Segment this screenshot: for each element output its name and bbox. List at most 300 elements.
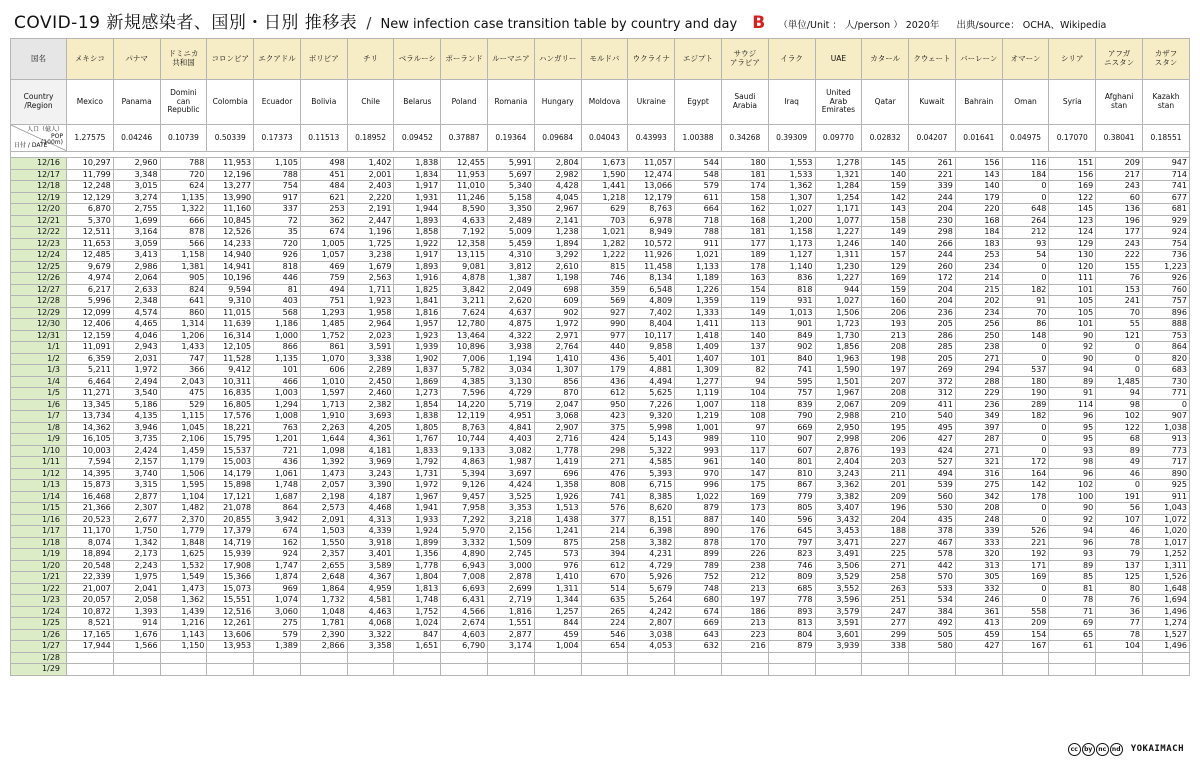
table-row xyxy=(11,227,1190,239)
value-cell: 0 xyxy=(1002,422,1049,434)
value-cell: 196 xyxy=(862,503,909,515)
value-cell: 5,186 xyxy=(113,399,160,411)
value-cell: 2,876 xyxy=(815,445,862,457)
value-cell: 4,046 xyxy=(113,330,160,342)
country-en-name: Domini can Republic xyxy=(160,80,207,125)
value-cell: 1,222 xyxy=(581,250,628,262)
value-cell: 3,082 xyxy=(488,445,535,457)
value-cell: 1,526 xyxy=(1142,572,1189,584)
value-cell: 1,179 xyxy=(160,457,207,469)
value-cell: 5,625 xyxy=(628,388,675,400)
value-cell: 990 xyxy=(581,319,628,331)
country-jp-name: UAE xyxy=(815,39,862,80)
title-japanese: COVID-19 新規感染者、国別・日別 推移表 xyxy=(14,13,358,33)
value-cell: 1,274 xyxy=(1142,618,1189,630)
value-cell: 337 xyxy=(254,204,301,216)
value-cell: 92 xyxy=(1049,514,1096,526)
value-cell: 17,379 xyxy=(207,526,254,538)
value-cell: 905 xyxy=(160,273,207,285)
value-cell: 2,764 xyxy=(534,342,581,354)
country-jp-name: エクアドル xyxy=(254,39,301,80)
value-cell: 976 xyxy=(534,560,581,572)
value-cell: 788 xyxy=(675,227,722,239)
value-cell: 316 xyxy=(955,468,1002,480)
value-cell xyxy=(909,652,956,664)
value-cell: 205 xyxy=(909,353,956,365)
value-cell: 4,322 xyxy=(488,330,535,342)
value-cell: 78 xyxy=(1096,537,1143,549)
value-cell: 0 xyxy=(1002,583,1049,595)
value-cell: 931 xyxy=(768,296,815,308)
value-cell: 258 xyxy=(862,572,909,584)
value-cell: 5,697 xyxy=(488,169,535,181)
value-cell: 105 xyxy=(1049,296,1096,308)
value-cell: 1,223 xyxy=(1142,261,1189,273)
value-cell: 6,715 xyxy=(628,480,675,492)
value-cell: 6,870 xyxy=(67,204,114,216)
value-cell: 1,238 xyxy=(534,227,581,239)
value-cell: 3,938 xyxy=(488,342,535,354)
cc-by-icon: by xyxy=(1082,743,1095,756)
value-cell: 80 xyxy=(1096,583,1143,595)
value-cell: 1,000 xyxy=(254,330,301,342)
value-cell xyxy=(909,664,956,676)
value-cell: 7,596 xyxy=(441,388,488,400)
value-cell: 674 xyxy=(675,606,722,618)
value-cell: 5,991 xyxy=(488,158,535,170)
value-cell: 1,356 xyxy=(394,549,441,561)
value-cell: 0 xyxy=(1002,445,1049,457)
value-cell: 238 xyxy=(721,560,768,572)
value-cell: 635 xyxy=(581,595,628,607)
value-cell: 2,807 xyxy=(628,618,675,630)
table-row xyxy=(11,457,1190,469)
value-cell: 217 xyxy=(1096,169,1143,181)
value-cell: 1,135 xyxy=(160,192,207,204)
value-cell: 847 xyxy=(394,629,441,641)
table-row xyxy=(11,192,1190,204)
value-cell: 236 xyxy=(955,399,1002,411)
population-value: 0.01641 xyxy=(955,125,1002,152)
table-row xyxy=(11,434,1190,446)
date-cell: 12/17 xyxy=(11,169,67,181)
value-cell: 14,719 xyxy=(207,537,254,549)
value-cell: 13,953 xyxy=(207,641,254,653)
value-cell: 427 xyxy=(909,434,956,446)
value-cell: 4,809 xyxy=(628,296,675,308)
value-cell: 703 xyxy=(581,215,628,227)
country-jp-name: シリア xyxy=(1049,39,1096,80)
value-cell: 1,767 xyxy=(394,434,441,446)
value-cell: 3,697 xyxy=(488,468,535,480)
value-cell: 925 xyxy=(1142,480,1189,492)
value-cell: 926 xyxy=(1142,273,1189,285)
value-cell: 1,027 xyxy=(768,204,815,216)
value-cell: 333 xyxy=(955,537,1002,549)
value-cell: 226 xyxy=(721,549,768,561)
date-cell: 12/20 xyxy=(11,204,67,216)
value-cell: 3,471 xyxy=(815,537,862,549)
value-cell xyxy=(488,652,535,664)
population-value: 0.18952 xyxy=(347,125,394,152)
value-cell: 3,350 xyxy=(488,204,535,216)
value-cell: 0 xyxy=(1002,342,1049,354)
value-cell: 670 xyxy=(581,572,628,584)
value-cell: 861 xyxy=(300,342,347,354)
table-row xyxy=(11,215,1190,227)
value-cell: 1,513 xyxy=(534,503,581,515)
value-cell: 1,922 xyxy=(394,238,441,250)
value-cell: 2,648 xyxy=(300,572,347,584)
value-cell: 1,856 xyxy=(815,342,862,354)
value-cell: 4,890 xyxy=(441,549,488,561)
value-cell: 2,031 xyxy=(113,353,160,365)
value-cell: 746 xyxy=(581,273,628,285)
value-cell: 1,987 xyxy=(488,457,535,469)
value-cell: 844 xyxy=(534,618,581,630)
value-cell: 225 xyxy=(862,549,909,561)
value-cell xyxy=(815,652,862,664)
value-cell: 5,393 xyxy=(628,468,675,480)
value-cell: 298 xyxy=(909,227,956,239)
value-cell: 8,074 xyxy=(67,537,114,549)
value-cell: 35 xyxy=(254,227,301,239)
value-cell xyxy=(394,664,441,676)
value-cell: 718 xyxy=(675,215,722,227)
date-cell: 1/5 xyxy=(11,388,67,400)
value-cell: 120 xyxy=(1049,261,1096,273)
value-cell: 612 xyxy=(581,388,628,400)
table-row xyxy=(11,307,1190,319)
value-cell: 2,057 xyxy=(300,480,347,492)
value-cell: 751 xyxy=(300,296,347,308)
value-cell: 1,673 xyxy=(581,158,628,170)
value-cell: 714 xyxy=(1142,169,1189,181)
value-cell: 2,001 xyxy=(347,169,394,181)
value-cell: 193 xyxy=(862,319,909,331)
value-cell: 362 xyxy=(300,215,347,227)
value-cell: 8,620 xyxy=(628,503,675,515)
value-cell: 839 xyxy=(768,399,815,411)
value-cell: 4,463 xyxy=(347,606,394,618)
value-cell: 253 xyxy=(955,250,1002,262)
value-cell: 1,625 xyxy=(160,549,207,561)
value-cell: 1,834 xyxy=(394,169,441,181)
value-cell: 1,061 xyxy=(254,468,301,480)
value-cell: 7,008 xyxy=(441,572,488,584)
value-cell: 13,606 xyxy=(207,629,254,641)
value-cell: 14,362 xyxy=(67,422,114,434)
value-cell: 192 xyxy=(1002,549,1049,561)
value-cell: 1,314 xyxy=(160,319,207,331)
value-cell: 9,412 xyxy=(207,365,254,377)
value-cell: 1,848 xyxy=(160,537,207,549)
value-cell: 2,191 xyxy=(347,204,394,216)
value-cell: 12,248 xyxy=(67,181,114,193)
value-cell: 4,367 xyxy=(347,572,394,584)
value-cell: 14,395 xyxy=(67,468,114,480)
value-cell: 570 xyxy=(909,572,956,584)
value-cell: 122 xyxy=(1049,192,1096,204)
country-jp-name: オマーン xyxy=(1002,39,1049,80)
value-cell: 611 xyxy=(675,192,722,204)
value-cell: 384 xyxy=(909,606,956,618)
value-cell: 606 xyxy=(300,365,347,377)
value-cell: 526 xyxy=(1002,526,1049,538)
value-cell: 271 xyxy=(955,353,1002,365)
value-cell: 114 xyxy=(1049,399,1096,411)
value-cell: 685 xyxy=(768,583,815,595)
country-en-name: Qatar xyxy=(862,80,909,125)
value-cell: 907 xyxy=(1142,411,1189,423)
value-cell: 4,465 xyxy=(113,319,160,331)
value-cell: 21,078 xyxy=(207,503,254,515)
value-cell: 736 xyxy=(1142,250,1189,262)
value-cell xyxy=(955,664,1002,676)
value-cell: 102 xyxy=(1049,480,1096,492)
value-cell: 1,333 xyxy=(675,307,722,319)
value-cell: 222 xyxy=(1096,250,1143,262)
value-cell: 809 xyxy=(768,572,815,584)
value-cell: 436 xyxy=(581,353,628,365)
value-cell: 1,216 xyxy=(160,618,207,630)
value-cell: 191 xyxy=(1096,491,1143,503)
value-cell: 680 xyxy=(675,595,722,607)
value-cell: 1,975 xyxy=(113,572,160,584)
value-cell: 856 xyxy=(534,376,581,388)
value-cell: 2,460 xyxy=(347,388,394,400)
value-cell: 12,358 xyxy=(441,238,488,250)
value-cell: 5,211 xyxy=(67,365,114,377)
population-value: 0.38041 xyxy=(1096,125,1143,152)
value-cell xyxy=(581,664,628,676)
value-cell: 6,217 xyxy=(67,284,114,296)
value-cell: 167 xyxy=(1002,641,1049,653)
value-cell: 4,566 xyxy=(441,606,488,618)
value-cell: 229 xyxy=(955,388,1002,400)
value-cell: 253 xyxy=(300,204,347,216)
value-cell: 466 xyxy=(254,376,301,388)
value-cell: 2,091 xyxy=(300,514,347,526)
value-cell: 275 xyxy=(955,480,1002,492)
value-cell: 1,273 xyxy=(394,388,441,400)
value-cell: 4,068 xyxy=(347,618,394,630)
value-cell: 1,070 xyxy=(300,353,347,365)
value-cell: 277 xyxy=(862,618,909,630)
value-cell: 752 xyxy=(675,572,722,584)
date-cell: 1/27 xyxy=(11,641,67,653)
value-cell: 1,194 xyxy=(488,353,535,365)
value-cell xyxy=(721,652,768,664)
value-cell: 645 xyxy=(768,526,815,538)
value-cell: 214 xyxy=(581,526,628,538)
value-cell: 3,453 xyxy=(815,526,862,538)
value-cell: 1,441 xyxy=(581,181,628,193)
value-cell: 1,257 xyxy=(534,606,581,618)
value-cell: 3,292 xyxy=(534,250,581,262)
value-cell: 130 xyxy=(1049,250,1096,262)
value-cell: 624 xyxy=(160,181,207,193)
table-row xyxy=(11,376,1190,388)
value-cell: 156 xyxy=(955,158,1002,170)
value-cell: 1,648 xyxy=(1142,583,1189,595)
value-cell: 1,024 xyxy=(394,618,441,630)
value-cell: 2,156 xyxy=(488,526,535,538)
value-cell: 1,725 xyxy=(347,238,394,250)
value-cell: 12,516 xyxy=(207,606,254,618)
table-row xyxy=(11,560,1190,572)
value-cell: 914 xyxy=(113,618,160,630)
creative-commons-icons xyxy=(1068,743,1123,756)
value-cell: 7,594 xyxy=(67,457,114,469)
value-cell: 864 xyxy=(254,503,301,515)
date-cell: 12/29 xyxy=(11,307,67,319)
value-cell: 2,357 xyxy=(300,549,347,561)
value-cell: 261 xyxy=(909,158,956,170)
value-cell: 1,017 xyxy=(1142,537,1189,549)
value-cell: 746 xyxy=(768,560,815,572)
value-cell: 289 xyxy=(1002,399,1049,411)
value-cell: 184 xyxy=(955,227,1002,239)
value-cell: 1,115 xyxy=(160,411,207,423)
value-cell: 5,459 xyxy=(488,238,535,250)
value-cell: 2,573 xyxy=(300,503,347,515)
value-cell xyxy=(675,664,722,676)
date-cell: 1/19 xyxy=(11,549,67,561)
date-cell: 12/28 xyxy=(11,296,67,308)
value-cell: 8,151 xyxy=(628,514,675,526)
value-cell xyxy=(113,664,160,676)
value-cell: 2,964 xyxy=(347,319,394,331)
value-cell: 204 xyxy=(909,284,956,296)
value-cell: 1,967 xyxy=(394,491,441,503)
date-cell: 1/8 xyxy=(11,422,67,434)
value-cell: 170 xyxy=(721,537,768,549)
value-cell: 361 xyxy=(955,606,1002,618)
value-cell: 265 xyxy=(581,606,628,618)
value-cell xyxy=(1096,652,1143,664)
value-cell: 1,595 xyxy=(160,480,207,492)
value-cell: 1,711 xyxy=(347,284,394,296)
value-cell: 1,792 xyxy=(394,457,441,469)
value-cell: 251 xyxy=(862,595,909,607)
value-cell: 89 xyxy=(1096,445,1143,457)
value-cell: 1,958 xyxy=(347,307,394,319)
value-cell xyxy=(581,652,628,664)
value-cell: 779 xyxy=(768,491,815,503)
value-cell xyxy=(1002,652,1049,664)
population-row xyxy=(11,125,1190,152)
value-cell: 8,521 xyxy=(67,618,114,630)
value-cell: 15,366 xyxy=(207,572,254,584)
country-en-name: Ecuador xyxy=(254,80,301,125)
value-cell: 3,601 xyxy=(815,629,862,641)
value-cell: 1,926 xyxy=(534,491,581,503)
value-cell: 12,105 xyxy=(207,342,254,354)
country-en-name: Afghani stan xyxy=(1096,80,1143,125)
value-cell: 20,548 xyxy=(67,560,114,572)
value-cell: 1,893 xyxy=(394,261,441,273)
value-cell: 98 xyxy=(1096,399,1143,411)
value-cell: 1,322 xyxy=(160,204,207,216)
value-cell: 209 xyxy=(862,491,909,503)
date-cell: 12/22 xyxy=(11,227,67,239)
value-cell xyxy=(254,664,301,676)
value-cell: 11,271 xyxy=(67,388,114,400)
value-cell: 560 xyxy=(909,491,956,503)
value-cell: 195 xyxy=(862,422,909,434)
value-cell: 1,781 xyxy=(300,618,347,630)
value-cell: 1,509 xyxy=(488,537,535,549)
value-cell: 36 xyxy=(1096,606,1143,618)
value-cell: 950 xyxy=(581,399,628,411)
value-cell: 10,196 xyxy=(207,273,254,285)
value-cell: 197 xyxy=(721,595,768,607)
value-cell: 378 xyxy=(909,526,956,538)
value-cell: 778 xyxy=(768,595,815,607)
value-cell: 4,637 xyxy=(488,307,535,319)
value-cell: 849 xyxy=(768,330,815,342)
value-cell: 189 xyxy=(721,250,768,262)
value-cell: 1,874 xyxy=(254,572,301,584)
value-cell: 97 xyxy=(721,422,768,434)
value-cell: 14,220 xyxy=(441,399,488,411)
value-cell: 3,842 xyxy=(441,284,488,296)
value-cell xyxy=(300,664,347,676)
value-cell: 1,837 xyxy=(394,365,441,377)
value-cell: 4,187 xyxy=(347,491,394,503)
value-cell: 169 xyxy=(1002,572,1049,584)
value-cell: 5,264 xyxy=(628,595,675,607)
value-cell: 4,424 xyxy=(488,480,535,492)
value-cell: 1,407 xyxy=(675,353,722,365)
value-cell: 159 xyxy=(862,284,909,296)
value-cell: 1,004 xyxy=(534,641,581,653)
country-jp-name: ポーランド xyxy=(441,39,488,80)
value-cell: 46 xyxy=(1096,468,1143,480)
value-cell: 1,392 xyxy=(300,457,347,469)
value-cell: 212 xyxy=(721,572,768,584)
value-cell: 17,944 xyxy=(67,641,114,653)
value-cell: 741 xyxy=(581,491,628,503)
value-cell xyxy=(394,652,441,664)
value-cell: 3,068 xyxy=(534,411,581,423)
value-cell: 271 xyxy=(955,445,1002,457)
value-cell: 1,485 xyxy=(1096,376,1143,388)
value-cell: 0 xyxy=(1002,595,1049,607)
value-cell: 1,294 xyxy=(254,399,301,411)
date-cell: 1/26 xyxy=(11,629,67,641)
value-cell: 0 xyxy=(1002,503,1049,515)
value-cell: 3,130 xyxy=(488,376,535,388)
value-cell: 145 xyxy=(862,158,909,170)
value-cell: 1,967 xyxy=(815,388,862,400)
value-cell: 208 xyxy=(955,503,1002,515)
value-cell: 607 xyxy=(768,445,815,457)
value-cell: 71 xyxy=(1049,606,1096,618)
value-cell: 498 xyxy=(300,158,347,170)
value-cell: 3,589 xyxy=(347,560,394,572)
value-cell: 78 xyxy=(1096,629,1143,641)
value-cell xyxy=(721,664,768,676)
value-cell: 72 xyxy=(254,215,301,227)
value-cell: 359 xyxy=(581,284,628,296)
value-cell: 13,734 xyxy=(67,411,114,423)
value-cell xyxy=(347,652,394,664)
value-cell: 1,072 xyxy=(1142,514,1189,526)
value-cell: 403 xyxy=(254,296,301,308)
value-cell: 12,474 xyxy=(628,169,675,181)
